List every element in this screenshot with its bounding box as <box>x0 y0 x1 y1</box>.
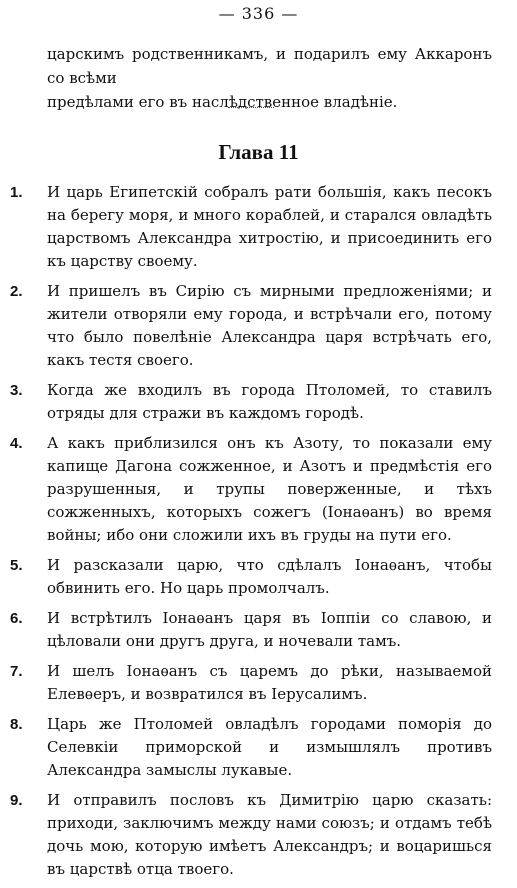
verse-text: А какъ приблизился онъ къ Азоту, то показали ему капище Дагона сожженное, и Азотъ и предмѣстія его разрушенныя, и трупы поверженные, и тѣхъ сожженныхъ, которыхъ сожегъ (Іонаѳанъ) во время войны; ибо они сложили ихъ въ груды на пути его. <box>47 434 492 544</box>
verse <box>0 280 517 372</box>
verse <box>0 713 517 782</box>
verse-list <box>0 181 517 888</box>
verse-text: Царь же Птоломей овладѣлъ городами поморія до Селевкіи приморской и измышлялъ противъ Александра замыслы лукавые. <box>47 715 492 779</box>
section-divider <box>228 107 274 108</box>
verse <box>0 789 517 881</box>
verse-number: 4. <box>10 435 23 452</box>
verse-text: И отправилъ пословъ къ Димитрію царю сказать: приходи, заключимъ между нами союзъ; и отдамъ тебѣ дочь мою, которую имѣетъ Александръ; и воцаришься въ царствѣ отца твоего. <box>47 791 492 878</box>
intro-line: царскимъ родственникамъ, и подарилъ ему Аккаронъ со всѣми <box>47 45 492 87</box>
verse <box>0 607 517 653</box>
verse <box>0 432 517 547</box>
verse-text: И разсказали царю, что сдѣлалъ Іонаѳанъ, чтобы обвинить его. Но царь промолчалъ. <box>47 556 492 597</box>
verse-text: И шелъ Іонаѳанъ съ царемъ до рѣки, называемой Елевѳеръ, и возвратился въ Іерусалимъ. <box>47 662 492 703</box>
verse-number: 3. <box>10 382 23 399</box>
verse-number: 5. <box>10 557 23 574</box>
verse <box>0 379 517 425</box>
intro-line: предѣлами его въ наслѣдственное владѣніе. <box>47 93 398 111</box>
page-number: — 336 — <box>218 4 299 23</box>
verse-text: И царь Египетскій собралъ рати большія, какъ песокъ на берегу моря, и много кораблей, и старался овладѣть царствомъ Александра хитростію, и присоединить его къ царству своему. <box>47 183 492 270</box>
verse <box>0 554 517 600</box>
verse-number: 2. <box>10 283 23 300</box>
verse-number: 9. <box>10 792 23 809</box>
verse <box>0 181 517 273</box>
verse <box>0 660 517 706</box>
chapter-title: Глава 11 <box>218 140 299 164</box>
verse-text: И встрѣтилъ Іонаѳанъ царя въ Іоппіи со славою, и цѣловали они другъ друга, и ночевали тамъ. <box>47 609 492 650</box>
verse-number: 6. <box>10 610 23 627</box>
verse-number: 1. <box>10 184 23 201</box>
intro-paragraph <box>47 42 492 114</box>
verse-number: 8. <box>10 716 23 733</box>
verse-text: Когда же входилъ въ города Птоломей, то ставилъ отряды для стражи въ каждомъ городѣ. <box>47 381 492 422</box>
verse-number: 7. <box>10 663 23 680</box>
verse-text: И пришелъ въ Сирію съ мирными предложеніями; и жители отворяли ему города, и встрѣчали его, потому что было повелѣніе Александра царя встрѣчать его, какъ тестя своего. <box>47 282 492 369</box>
